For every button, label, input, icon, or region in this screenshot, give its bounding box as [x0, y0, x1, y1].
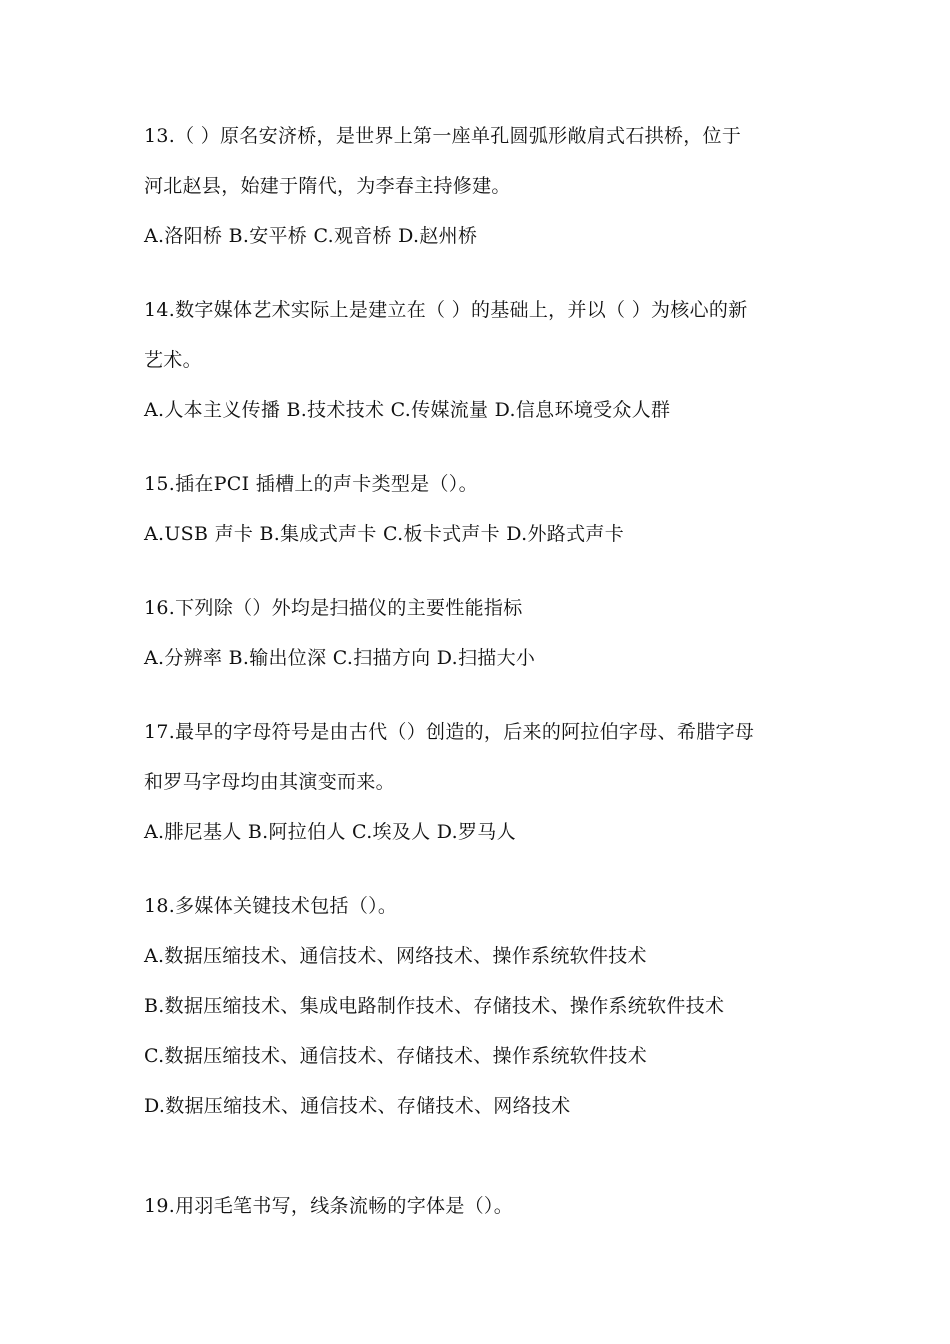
- question-14-stem-line-1: 14.数字媒体艺术实际上是建立在（ ）的基础上，并以（ ）为核心的新: [144, 299, 748, 321]
- question-18-option-a: A.数据压缩技术、通信技术、网络技术、操作系统软件技术: [144, 945, 647, 967]
- question-13-stem-line-2: 河北赵县，始建于隋代，为李春主持修建。: [144, 175, 511, 197]
- question-19-stem: 19.用羽毛笔书写，线条流畅的字体是（）。: [144, 1195, 514, 1217]
- question-15-options: A.USB 声卡 B.集成式声卡 C.板卡式声卡 D.外路式声卡: [144, 523, 625, 545]
- question-18-option-d: D.数据压缩技术、通信技术、存储技术、网络技术: [144, 1095, 571, 1117]
- question-17-stem-line-1: 17.最早的字母符号是由古代（）创造的，后来的阿拉伯字母、希腊字母: [144, 721, 755, 743]
- question-16-stem: 16.下列除（）外均是扫描仪的主要性能指标: [144, 597, 523, 619]
- question-18-option-b: B.数据压缩技术、集成电路制作技术、存储技术、操作系统软件技术: [144, 995, 725, 1017]
- question-18-stem: 18.多媒体关键技术包括（）。: [144, 895, 398, 917]
- question-17-stem-line-2: 和罗马字母均由其演变而来。: [144, 771, 395, 793]
- question-18-option-c: C.数据压缩技术、通信技术、存储技术、操作系统软件技术: [144, 1045, 648, 1067]
- question-17-options: A.腓尼基人 B.阿拉伯人 C.埃及人 D.罗马人: [144, 821, 516, 843]
- question-14-options: A.人本主义传播 B.技术技术 C.传媒流量 D.信息环境受众人群: [144, 399, 671, 421]
- question-13-options: A.洛阳桥 B.安平桥 C.观音桥 D.赵州桥: [144, 225, 478, 247]
- question-13-stem-line-1: 13.（ ）原名安济桥，是世界上第一座单孔圆弧形敞肩式石拱桥，位于: [144, 125, 742, 147]
- question-16-options: A.分辨率 B.输出位深 C.扫描方向 D.扫描大小: [144, 647, 536, 669]
- question-15-stem: 15.插在PCI 插槽上的声卡类型是（）。: [144, 473, 478, 495]
- question-14-stem-line-2: 艺术。: [144, 349, 202, 371]
